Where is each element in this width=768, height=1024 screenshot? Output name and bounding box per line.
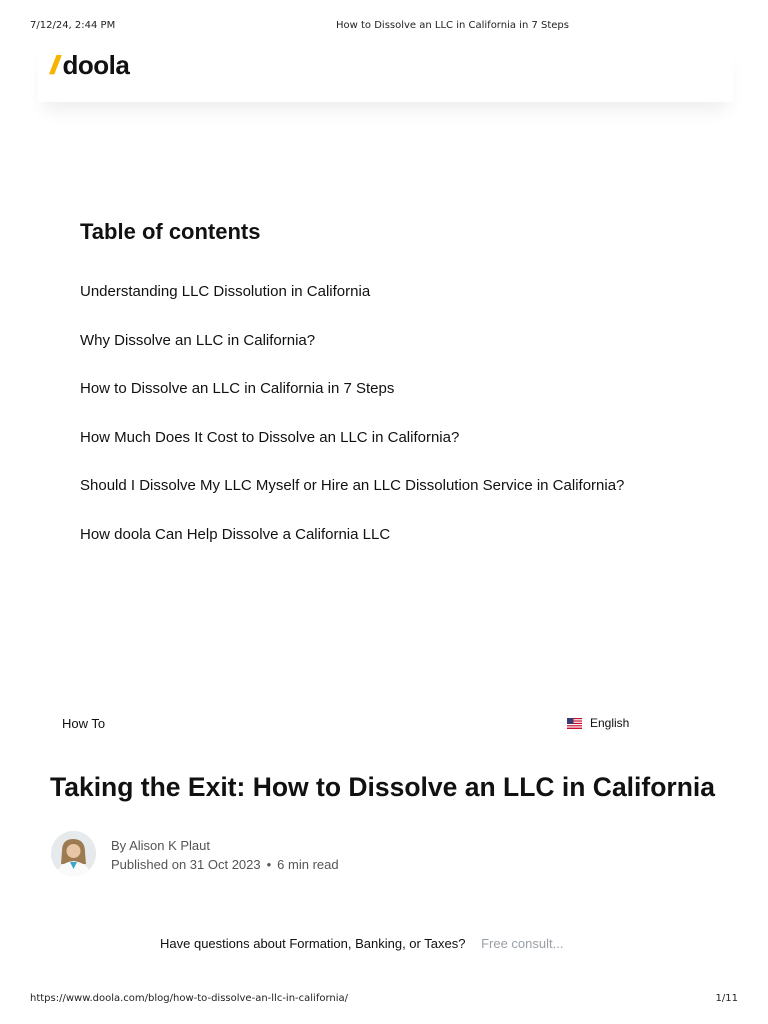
doola-logo[interactable]: [50, 50, 129, 81]
publish-info: [111, 855, 339, 874]
author-avatar: [51, 831, 96, 876]
toc-list: [80, 282, 624, 574]
toc-item-how-to-7-steps[interactable]: How to Dissolve an LLC in California in 7 Steps: [80, 380, 395, 398]
author-name: By Alison K Plaut: [111, 838, 210, 853]
us-flag-icon: [567, 718, 582, 729]
toc-title: Table of contents: [80, 219, 261, 244]
publish-date: Published on 31 Oct 2023: [111, 857, 261, 872]
print-datetime: 7/12/24, 2:44 PM: [30, 20, 116, 31]
language-selector[interactable]: [567, 716, 629, 730]
toc-item-understanding[interactable]: Understanding LLC Dissolution in California: [80, 283, 371, 300]
print-url: https://www.doola.com/blog/how-to-dissolve-an-llc-in-california/: [30, 993, 349, 1004]
language-label: English: [590, 716, 630, 730]
print-page-number: 1/11: [715, 993, 738, 1004]
consult-question: Have questions about Formation, Banking, or Taxes?: [160, 936, 466, 951]
toc-item-cost[interactable]: How Much Does It Cost to Dissolve an LLC in California?: [80, 428, 460, 446]
meta-separator: •: [266, 857, 272, 872]
site-header: [38, 42, 733, 102]
category-link[interactable]: How To: [62, 716, 106, 731]
toc-item-doola-help[interactable]: How doola Can Help Dissolve a California LLC: [80, 525, 391, 543]
print-document-title: How to Dissolve an LLC in California in 7 Steps: [336, 20, 569, 31]
consult-banner: [160, 936, 563, 951]
article-title: Taking the Exit: How to Dissolve an LLC in California: [50, 772, 716, 802]
free-consult-link[interactable]: Free consult...: [481, 936, 564, 951]
article-byline: [111, 836, 339, 874]
read-time: 6 min read: [277, 857, 339, 872]
toc-item-diy-or-service[interactable]: Should I Dissolve My LLC Myself or Hire an LLC Dissolution Service in California?: [80, 477, 625, 495]
logo-slashes-icon: //: [50, 50, 55, 80]
toc-item-why-dissolve[interactable]: Why Dissolve an LLC in California?: [80, 331, 316, 349]
logo-wordmark: doola: [62, 50, 130, 80]
